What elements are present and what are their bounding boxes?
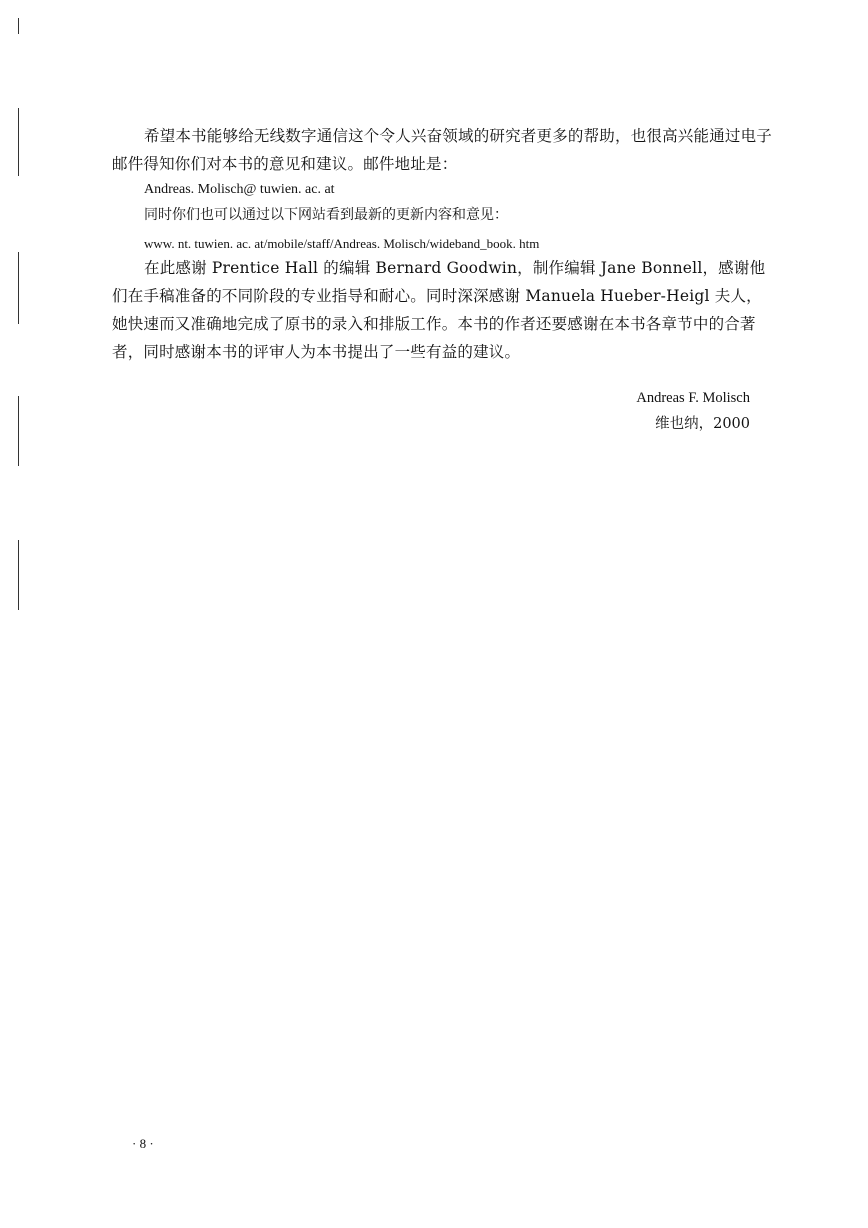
signature-place-date: 维也纳，2000 bbox=[655, 416, 750, 432]
scan-margin-mark bbox=[18, 252, 19, 324]
body-paragraph-feedback: 希望本书能够给无线数字通信这个令人兴奋领域的研究者更多的帮助，也很高兴能通过电子邮件得知你们对本书的意见和建议。邮件地址是： bbox=[112, 127, 773, 173]
website-url: www. nt. tuwien. ac. at/mobile/staff/Andreas. Molisch/wideband_book. htm bbox=[144, 236, 540, 251]
website-intro-text: 同时你们也可以通过以下网站看到最新的更新内容和意见： bbox=[144, 208, 508, 223]
scan-margin-mark bbox=[18, 18, 19, 34]
email-address: Andreas. Molisch@ tuwien. ac. at bbox=[144, 182, 335, 197]
body-paragraph-acknowledgements: 在此感谢 Prentice Hall 的编辑 Bernard Goodwin，制作编辑 Jane Bonnell，感谢他们在手稿准备的不同阶段的专业指导和耐心。同时深深感谢 Manuela Hueber-Heigl 夫人，她快速而又准确地完成了原书的录入和排版工作。本书的作者还要感谢在本书各章节中的合著者，同时感谢本书的评审人为本书提出了一些有益的建议。 bbox=[112, 259, 766, 361]
scan-margin-mark bbox=[18, 108, 19, 176]
signature-name: Andreas F. Molisch bbox=[636, 390, 750, 406]
scan-margin-mark bbox=[18, 540, 19, 610]
page-number: · 8 · bbox=[132, 1136, 154, 1151]
scan-margin-mark bbox=[18, 396, 19, 466]
